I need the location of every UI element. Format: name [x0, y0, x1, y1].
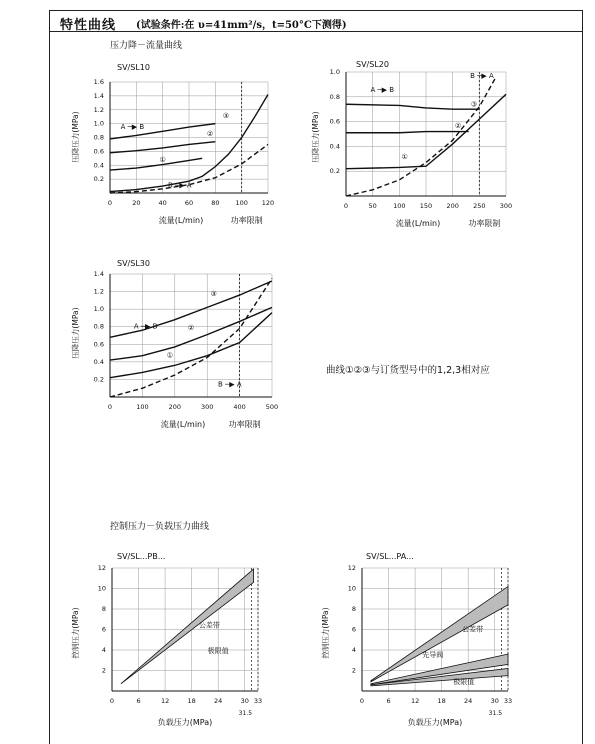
y-tick-label: 6 [101, 625, 106, 634]
x-tick-label: 120 [261, 199, 275, 207]
y-tick-label: 8 [351, 605, 356, 613]
power-limit-label: 功率限制 [468, 219, 501, 228]
curve-label: 极限值 [207, 647, 229, 656]
x-tick-label: 150 [419, 202, 433, 210]
curve-label: ① [159, 155, 166, 164]
curve-label: ③ [470, 100, 478, 109]
x-tick-label: 80 [211, 199, 220, 207]
curve-label: A ─▶ B [370, 85, 395, 94]
y-tick-label: 0.2 [329, 167, 340, 176]
power-limit-label: 功率限制 [228, 420, 261, 429]
section-control-pressure: 控制压力－负载压力曲线 [110, 522, 210, 532]
y-axis-label: 压降压力(MPa) [71, 307, 80, 359]
y-tick-label: 0.4 [329, 142, 340, 151]
x-tick-label: 50 [368, 202, 377, 210]
y-tick-label: 0.2 [93, 175, 104, 184]
y-tick-label: 6 [351, 625, 356, 634]
curve-label: B ─▶ A [470, 72, 494, 81]
x-axis-label: 负载压力(MPa) [407, 718, 463, 727]
series-line [110, 155, 202, 170]
curve-label: B ─▶ A [218, 380, 242, 389]
x-tick-label: 400 [233, 403, 246, 411]
series-line [346, 104, 479, 109]
y-tick-label: 1.2 [93, 287, 104, 296]
curve-note: 曲线①②③与订货型号中的1,2,3相对应 [326, 365, 490, 376]
x-tick-label: 30 [490, 697, 499, 705]
y-tick-label: 12 [347, 564, 356, 572]
limit-value-label: 31.5 [488, 710, 503, 717]
y-tick-label: 0.6 [329, 117, 340, 126]
y-tick-label: 1.0 [93, 305, 104, 314]
curve-label: ③ [210, 289, 217, 298]
tolerance-band [121, 569, 254, 684]
x-tick-label: 6 [386, 697, 391, 705]
y-tick-label: 10 [97, 584, 106, 593]
chart-title: SV/SL...PB... [117, 552, 166, 561]
curve-label: ② [206, 130, 214, 139]
chart-title: SV/SL10 [117, 63, 150, 72]
curve-label: A ─▶ B [133, 322, 158, 331]
curve-label: ③ [222, 112, 230, 121]
x-tick-label: 12 [160, 697, 170, 705]
x-tick-label: 0 [107, 199, 113, 207]
x-tick-label: 250 [473, 202, 486, 210]
x-axis-label: 流量(L/min) [160, 420, 206, 429]
y-tick-label: 10 [347, 584, 356, 593]
curve-label: 公差带 [462, 625, 484, 634]
y-tick-label: 0.4 [93, 161, 104, 170]
series-line [346, 132, 469, 133]
y-tick-label: 1.4 [93, 270, 104, 278]
page-subtitle: (试验条件:在 υ=41mm²/s，t=50°C下测得) [136, 20, 347, 31]
x-axis-label: 流量(L/min) [158, 216, 204, 225]
x-tick-label: 0 [107, 403, 113, 411]
x-tick-label: 0 [109, 697, 115, 705]
chart-title: SV/SL30 [117, 259, 150, 268]
y-tick-label: 1.2 [93, 105, 104, 114]
x-tick-label: 100 [136, 403, 149, 411]
x-tick-label: 6 [136, 697, 141, 705]
y-tick-label: 4 [101, 646, 106, 654]
y-tick-label: 2 [101, 666, 106, 675]
y-tick-label: 0.8 [93, 133, 104, 142]
x-tick-label: 60 [184, 199, 194, 207]
x-tick-label: 0 [343, 202, 349, 210]
y-axis-label: 控制压力(MPa) [321, 607, 330, 659]
y-tick-label: 1.0 [93, 119, 104, 128]
x-axis-label: 流量(L/min) [395, 219, 441, 228]
limit-value-label: 31.5 [238, 710, 253, 717]
x-tick-label: 0 [359, 697, 365, 705]
x-tick-label: 24 [214, 697, 223, 705]
y-axis-label: 压降压力(MPa) [311, 111, 320, 163]
x-tick-label: 500 [265, 403, 279, 411]
curve-label: ② [454, 121, 462, 130]
chart-title: SV/SL...PA... [366, 552, 414, 561]
x-tick-label: 33 [503, 697, 513, 705]
x-tick-label: 300 [499, 202, 513, 210]
y-tick-label: 4 [351, 646, 356, 654]
chart-title: SV/SL20 [356, 60, 389, 69]
x-tick-label: 18 [437, 697, 446, 705]
y-tick-label: 0.6 [93, 147, 104, 156]
series-line [346, 78, 495, 196]
x-tick-label: 33 [253, 697, 263, 705]
x-tick-label: 40 [158, 199, 167, 207]
x-tick-label: 30 [240, 697, 249, 705]
curve-label: 先导阀 [422, 651, 444, 660]
y-tick-label: 12 [97, 564, 106, 572]
curve-label: 极限值 [453, 677, 475, 686]
y-tick-label: 0.6 [93, 340, 104, 349]
curve-label: B ─▶ A [167, 181, 192, 190]
curve-label: ① [166, 351, 174, 360]
y-tick-label: 1.4 [93, 91, 104, 100]
y-tick-label: 0.8 [329, 92, 340, 101]
y-axis-label: 控制压力(MPa) [71, 607, 80, 659]
curve-label: ① [401, 152, 408, 161]
curve-label: ② [187, 324, 195, 333]
x-tick-label: 300 [200, 403, 214, 411]
x-tick-label: 20 [132, 199, 141, 207]
page-title: 特性曲线 [60, 18, 117, 33]
power-limit-label: 功率限制 [230, 216, 263, 225]
curve-label: 公差带 [198, 621, 220, 630]
curve-label: A ─▶ B [120, 123, 145, 132]
y-tick-label: 2 [351, 666, 356, 675]
y-axis-label: 压降压力(MPa) [71, 111, 80, 163]
x-tick-label: 200 [168, 403, 182, 411]
y-tick-label: 1.0 [329, 68, 340, 76]
x-tick-label: 18 [187, 697, 196, 705]
x-tick-label: 100 [393, 202, 406, 210]
y-tick-label: 1.6 [93, 78, 104, 86]
x-tick-label: 200 [446, 202, 459, 210]
x-axis-label: 负载压力(MPa) [157, 718, 213, 727]
section-pressure-drop: 压力降－流量曲线 [110, 41, 183, 51]
x-tick-label: 100 [235, 199, 248, 207]
x-tick-label: 12 [410, 697, 420, 705]
y-tick-label: 0.4 [93, 357, 104, 366]
y-tick-label: 8 [101, 605, 106, 613]
x-tick-label: 24 [464, 697, 473, 705]
y-tick-label: 0.2 [93, 375, 104, 384]
y-tick-label: 0.8 [93, 322, 104, 331]
